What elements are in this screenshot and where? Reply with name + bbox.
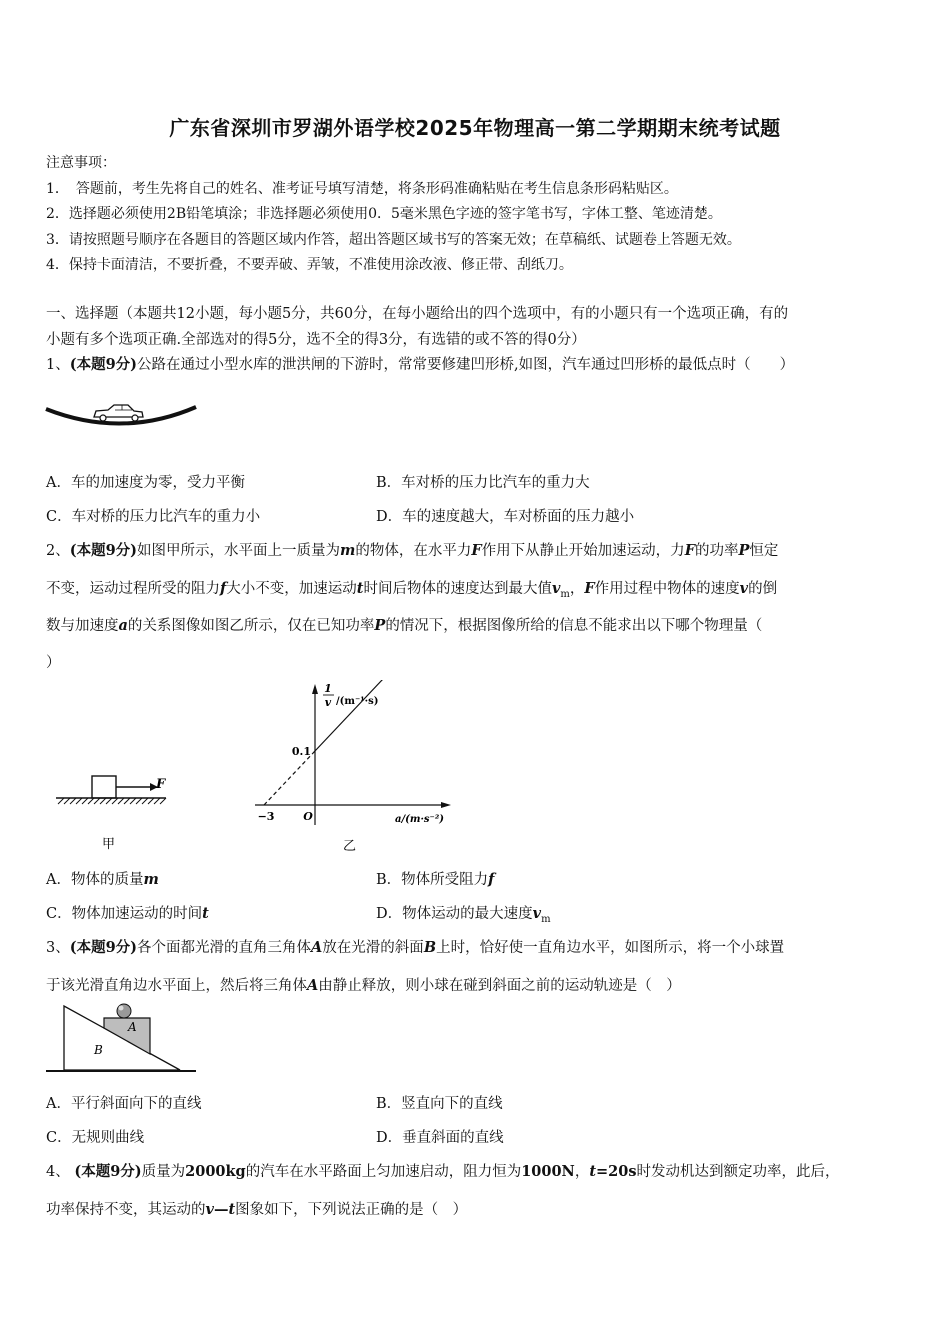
var-f-force: F	[471, 542, 482, 559]
ball	[117, 1004, 131, 1018]
section-heading-line-1: 一、选择题（本题共12小题，每小题5分，共60分，在每小题给出的四个选项中，有的小题只有一个选项正确，有的	[46, 306, 789, 322]
question-number: 3、	[46, 940, 70, 956]
label-b: B	[94, 1043, 103, 1057]
text-span: 放在光滑的斜面	[322, 940, 424, 956]
text-span: 的倒	[748, 581, 778, 597]
dash: —	[213, 1201, 229, 1218]
question-2-stem-line-1	[46, 539, 778, 560]
text-span: 作用下从静止开始加速运动，力	[481, 543, 685, 559]
text-span: 的情况下，根据图像所给的信息不能求出以下哪个物理量（	[385, 618, 763, 634]
var-a: A	[311, 939, 323, 956]
figure-jia	[52, 770, 172, 855]
question-score: (本题9分)	[74, 1163, 142, 1180]
var-a: A	[307, 977, 319, 994]
question-number: 1、	[46, 357, 70, 373]
option-text: C．物体加速运动的时间	[46, 906, 203, 922]
notice-heading: 注意事项：	[46, 155, 116, 171]
question-1-stem	[46, 353, 794, 374]
var-b: B	[423, 939, 437, 956]
notice-item-3: 3．请按照题号顺序在各题目的答题区域内作答，超出答题区域书写的答案无效；在草稿纸、试题卷上答题无效。	[46, 232, 741, 248]
concave-bridge-figure	[44, 395, 200, 435]
var-v: v	[739, 580, 749, 597]
var-t: t	[356, 580, 364, 597]
q3-option-a[interactable]: A．平行斜面向下的直线	[46, 1096, 202, 1112]
text-span: ，	[569, 581, 585, 597]
q1-option-d[interactable]: D．车的速度越大，车对桥面的压力越小	[376, 509, 635, 525]
text-span: 于该光滑直角边水平面上，然后将三角体	[46, 978, 307, 994]
q3-option-b[interactable]: B．竖直向下的直线	[376, 1096, 503, 1112]
y-label-numerator: 1	[324, 682, 332, 695]
figure-yi-graph	[250, 680, 460, 855]
notice-item-1: 1． 答题前，考生先将自己的姓名、准考证号填写清楚，将条形码准确粘贴在考生信息条形码粘贴区。	[46, 181, 678, 197]
force-label: F	[156, 777, 166, 792]
question-text: 公路在通过小型水库的泄洪闸的下游时，常常要修建凹形桥,如图，汽车通过凹形桥的最低点时（ ）	[137, 357, 795, 373]
q1-option-a[interactable]: A．车的加速度为零，受力平衡	[46, 475, 245, 491]
text-span: 上时，恰好使一直角边水平，如图所示，将一个小球置	[436, 940, 785, 956]
label-a: A	[128, 1020, 137, 1034]
var-a: a	[118, 617, 128, 634]
question-number: 4、	[46, 1164, 70, 1180]
q2-option-a[interactable]	[46, 868, 159, 889]
notice-item-4: 4．保持卡面清洁，不要折叠，不要弄破、弄皱，不准使用涂改液、修正带、刮纸刀。	[46, 257, 573, 273]
mass-value: 2000kg	[185, 1163, 246, 1180]
block	[92, 776, 116, 798]
option-text: D．物体运动的最大速度	[376, 906, 533, 922]
time-value: =20s	[596, 1163, 637, 1180]
text-span: 不变，运动过程所受的阻力	[46, 581, 220, 597]
q2-option-b[interactable]	[376, 868, 494, 889]
text-span: 如图甲所示，水平面上一质量为	[137, 543, 341, 559]
question-3-stem-line-1	[46, 936, 784, 957]
x-axis-arrow-icon	[441, 802, 451, 808]
text-span: 的汽车在水平路面上匀加速启动，阻力恒为	[245, 1164, 522, 1180]
y-axis-arrow-icon	[312, 684, 318, 694]
y-label-denominator: v	[324, 696, 332, 709]
question-number: 2、	[46, 543, 70, 559]
question-2-stem-line-4: ）	[46, 655, 61, 671]
var-v: v	[205, 1201, 214, 1218]
text-span: 的关系图像如图乙所示，仅在已知功率	[127, 618, 375, 634]
subscript-m: m	[560, 588, 570, 600]
option-var: f	[488, 871, 495, 888]
question-4-stem-line-1	[46, 1160, 840, 1181]
var-p: P	[738, 542, 750, 559]
var-f-force: F	[684, 542, 695, 559]
ground-hatching	[58, 798, 166, 804]
ball-highlight	[119, 1006, 124, 1011]
var-f: f	[220, 580, 227, 597]
var-v: v	[551, 580, 561, 597]
q3-option-c[interactable]: C．无规则曲线	[46, 1130, 145, 1146]
q1-option-b[interactable]: B．车对桥的压力比汽车的重力大	[376, 475, 590, 491]
section-heading-line-2: 小题有多个选项正确.全部选对的得5分，选不全的得3分，有选错的或不答的得0分）	[46, 332, 586, 348]
text-span: 恒定	[749, 543, 779, 559]
option-var: t	[202, 905, 209, 922]
text-span: ，	[574, 1164, 590, 1180]
text-span: 质量为	[141, 1164, 186, 1180]
var-t: t	[589, 1163, 597, 1180]
option-text: B．物体所受阻力	[376, 872, 489, 888]
text-span: 时间后物体的速度达到最大值	[363, 581, 552, 597]
figure-yi-label: 乙	[343, 839, 357, 854]
option-var: v	[532, 905, 542, 922]
page-title: 广东省深圳市罗湖外语学校2025年物理高一第二学期期末统考试题	[169, 116, 781, 140]
q3-option-d[interactable]: D．垂直斜面的直线	[376, 1130, 504, 1146]
y-tick-label: 0.1	[291, 745, 311, 758]
var-t: t	[228, 1201, 236, 1218]
notice-item-2: 2．选择题必须使用2B铅笔填涂；非选择题必须使用0．5毫米黑色字迹的签字笔书写，字体工整、笔迹清楚。	[46, 206, 722, 222]
question-score: (本题9分)	[69, 356, 138, 373]
text-span: 大小不变，加速运动	[226, 581, 357, 597]
option-sub: m	[541, 913, 551, 925]
q2-option-d[interactable]	[376, 902, 551, 925]
q1-option-c[interactable]: C．车对桥的压力比汽车的重力小	[46, 509, 261, 525]
text-span: 功率保持不变，其运动的	[46, 1202, 206, 1218]
origin-label: O	[303, 810, 313, 823]
question-3-stem-line-2	[46, 974, 681, 995]
x-axis-unit: a/(m·s⁻²)	[395, 814, 444, 825]
car-icon	[94, 405, 143, 421]
var-p: P	[374, 617, 386, 634]
y-axis-unit: /(m⁻¹·s)	[336, 696, 379, 707]
force-value: 1000N	[521, 1163, 575, 1180]
text-span: 的功率	[694, 543, 739, 559]
text-span: 的物体，在水平力	[355, 543, 472, 559]
incline-figure	[44, 1000, 204, 1078]
text-span: 图象如下，下列说法正确的是（ ）	[235, 1202, 468, 1218]
figure-jia-label: 甲	[102, 837, 116, 852]
x-tick-label: −3	[257, 810, 275, 823]
text-span: 作用过程中物体的速度	[594, 581, 740, 597]
q2-option-c[interactable]	[46, 902, 209, 923]
var-m: m	[340, 542, 356, 559]
text-span: 时发动机达到额定功率，此后，	[636, 1164, 840, 1180]
question-score: (本题9分)	[69, 939, 138, 956]
var-f-force: F	[584, 580, 595, 597]
question-score: (本题9分)	[69, 542, 138, 559]
question-4-stem-line-2	[46, 1198, 467, 1219]
series-line-dashed	[264, 751, 315, 805]
question-2-stem-line-2	[46, 577, 777, 600]
text-span: 由静止释放，则小球在碰到斜面之前的运动轨迹是（ ）	[318, 978, 681, 994]
text-span: 数与加速度	[46, 618, 119, 634]
question-2-stem-line-3	[46, 614, 762, 635]
option-var: m	[143, 871, 159, 888]
text-span: 各个面都光滑的直角三角体	[137, 940, 312, 956]
option-text: A．物体的质量	[46, 872, 144, 888]
